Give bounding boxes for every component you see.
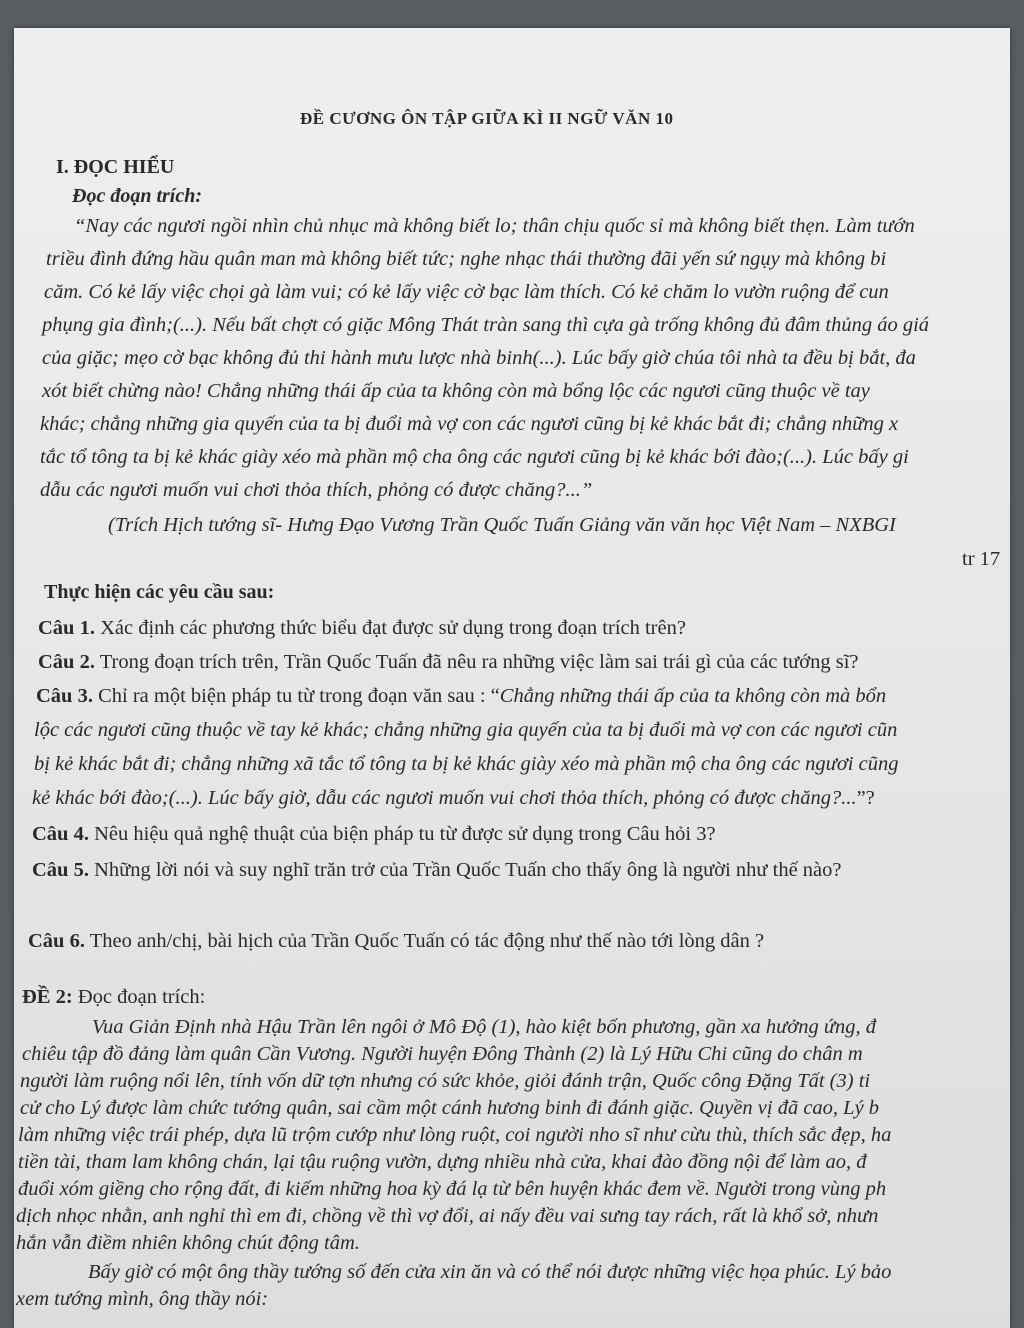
- question-4: [32, 821, 716, 847]
- section-heading-doc-hieu: I. ĐỌC HIỂU: [56, 156, 175, 178]
- question-text: Xác định các phương thức biểu đạt được sử dụng trong đoạn trích trên?: [94, 617, 686, 639]
- section-2-label: ĐỀ 2:: [22, 986, 73, 1008]
- passage-line: căm. Có kẻ lấy việc chọi gà làm vui; có kẻ lấy việc cờ bạc làm thích. Có kẻ chăm lo vườn ruộng để cun: [44, 281, 889, 303]
- question-3: [36, 683, 886, 709]
- question-text: Chỉ ra một biện pháp tu từ trong đoạn văn sau : “: [92, 685, 500, 707]
- passage-line: tắc tổ tông ta bị kẻ khác giày xéo mà phần mộ cha ông các ngươi cũng bị kẻ khác bới đào;(...). Lúc bấy gi: [40, 446, 909, 468]
- passage-line: người làm ruộng nổi lên, tính vốn dữ tợn nhưng có sức khỏe, giỏi đánh trận, Quốc công Đặng Tất (3) ti: [20, 1070, 871, 1092]
- passage-line: phụng gia đình;(...). Nếu bất chợt có giặc Mông Thát tràn sang thì cựa gà trống không đủ đâm thủng áo giá: [42, 314, 930, 336]
- passage-line: của giặc; mẹo cờ bạc không đủ thi hành mưu lược nhà binh(...). Lúc bấy giờ chúa tôi nhà ta đều bị bắt, đa: [42, 347, 916, 369]
- passage-line: Vua Giản Định nhà Hậu Trần lên ngôi ở Mô Độ (1), hào kiệt bốn phương, gần xa hưởng ứng, đ: [92, 1016, 877, 1038]
- question-label: Câu 1.: [38, 617, 95, 639]
- passage-line: Bấy giờ có một ông thầy tướng số đến cửa xin ăn và có thể nói được những việc họa phúc. Lý bảo: [88, 1261, 892, 1283]
- question-label: Câu 3.: [36, 685, 93, 707]
- section-subheading: Đọc đoạn trích:: [72, 185, 202, 207]
- question-6: [28, 928, 764, 954]
- passage-line: dẫu các ngươi muốn vui chơi thỏa thích, phỏng có được chăng?...”: [40, 479, 593, 501]
- question-label: Câu 5.: [32, 859, 89, 881]
- question-quote: Chẳng những thái ấp của ta không còn mà bổn: [499, 685, 887, 707]
- passage-line: triều đình đứng hầu quân man mà không biết tức; nghe nhạc thái thường đãi yến sứ ngụy mà không bi: [46, 248, 887, 270]
- passage-line: “Nay các ngươi ngồi nhìn chủ nhục mà không biết lo; thân chịu quốc sỉ mà không biết thẹn. Làm tướn: [74, 215, 915, 237]
- question-text: Theo anh/chị, bài hịch của Trần Quốc Tuấn có tác động như thế nào tới lòng dân ?: [84, 930, 765, 952]
- document-title: ĐỀ CƯƠNG ÔN TẬP GIỮA KÌ II NGỮ VĂN 10: [300, 109, 674, 128]
- question-3-continuation-text: kẻ khác bới đào;(...). Lúc bấy giờ, dẫu các ngươi muốn vui chơi thỏa thích, phỏng có được chăng?...: [32, 787, 857, 809]
- question-1: [38, 615, 686, 641]
- question-3-end-mark: ”?: [856, 787, 875, 809]
- question-label: Câu 4.: [32, 823, 89, 845]
- question-3-continuation: [32, 785, 875, 811]
- document-page: [14, 28, 1010, 1328]
- question-text: Nêu hiệu quả nghệ thuật của biện pháp tu từ được sử dụng trong Câu hỏi 3?: [88, 823, 716, 845]
- question-label: Câu 2.: [38, 651, 95, 673]
- question-5: [32, 857, 842, 883]
- citation-page: tr 17: [962, 548, 1001, 570]
- question-3-continuation: lộc các ngươi cũng thuộc về tay kẻ khác; chẳng những gia quyến của ta bị đuổi mà vợ con các ngươi cũn: [34, 719, 898, 741]
- question-2: [38, 649, 859, 675]
- passage-line: dịch nhọc nhằn, anh nghỉ thì em đi, chồng về thì vợ đổi, ai nấy đều vai sưng tay rách, rất là khổ sở, nhưn: [16, 1205, 879, 1227]
- question-text: Trong đoạn trích trên, Trần Quốc Tuấn đã nêu ra những việc làm sai trái gì của các tướng sĩ?: [94, 651, 859, 673]
- section-2-instruction: Đọc đoạn trích:: [72, 986, 206, 1008]
- passage-line: tiền tài, tham lam không chán, lại tậu ruộng vườn, dựng nhiều nhà cửa, khai đào đồng nội để làm ao, đ: [18, 1151, 867, 1173]
- question-text: Những lời nói và suy nghĩ trăn trở của Trần Quốc Tuấn cho thấy ông là người như thế nào?: [88, 859, 842, 881]
- passage-line: xót biết chừng nào! Chẳng những thái ấp của ta không còn mà bổng lộc các ngươi cũng thuộc về tay: [42, 380, 870, 402]
- question-label: Câu 6.: [28, 930, 85, 952]
- tasks-heading: Thực hiện các yêu cầu sau:: [44, 581, 275, 603]
- question-3-continuation: bị kẻ khác bắt đi; chẳng những xã tắc tổ tông ta bị kẻ khác giày xéo mà phần mộ cha ông các ngươi cũng: [34, 753, 899, 775]
- passage-line: đuổi xóm giềng cho rộng đất, đi kiếm những hoa kỳ đá lạ từ bên huyện khác đem về. Người trong vùng ph: [18, 1178, 887, 1200]
- passage-line: khác; chẳng những gia quyến của ta bị đuổi mà vợ con các ngươi cũng bị kẻ khác bắt đi; chẳng những x: [40, 413, 899, 435]
- passage-line: chiêu tập đồ đảng làm quân Cần Vương. Người huyện Đông Thành (2) là Lý Hữu Chi cũng do chân m: [22, 1043, 863, 1065]
- citation: [108, 512, 896, 538]
- section-2-heading: [22, 984, 205, 1010]
- passage-line: xem tướng mình, ông thầy nói:: [16, 1288, 269, 1310]
- passage-line: làm những việc trái phép, dựa lũ trộm cướp như lòng ruột, coi người nho sĩ như cừu thù, thích sắc đẹp, ha: [18, 1124, 892, 1146]
- citation-text: (Trích Hịch tướng sĩ- Hưng Đạo Vương Trần Quốc Tuấn Giảng văn văn học Việt Nam – NXBGI: [108, 514, 896, 536]
- passage-line: cử cho Lý được làm chức tướng quân, sai cầm một cánh hương binh đi đánh giặc. Quyền vị đã cao, Lý b: [20, 1097, 880, 1119]
- passage-line: hắn vẫn điềm nhiên không chút động tâm.: [16, 1232, 360, 1254]
